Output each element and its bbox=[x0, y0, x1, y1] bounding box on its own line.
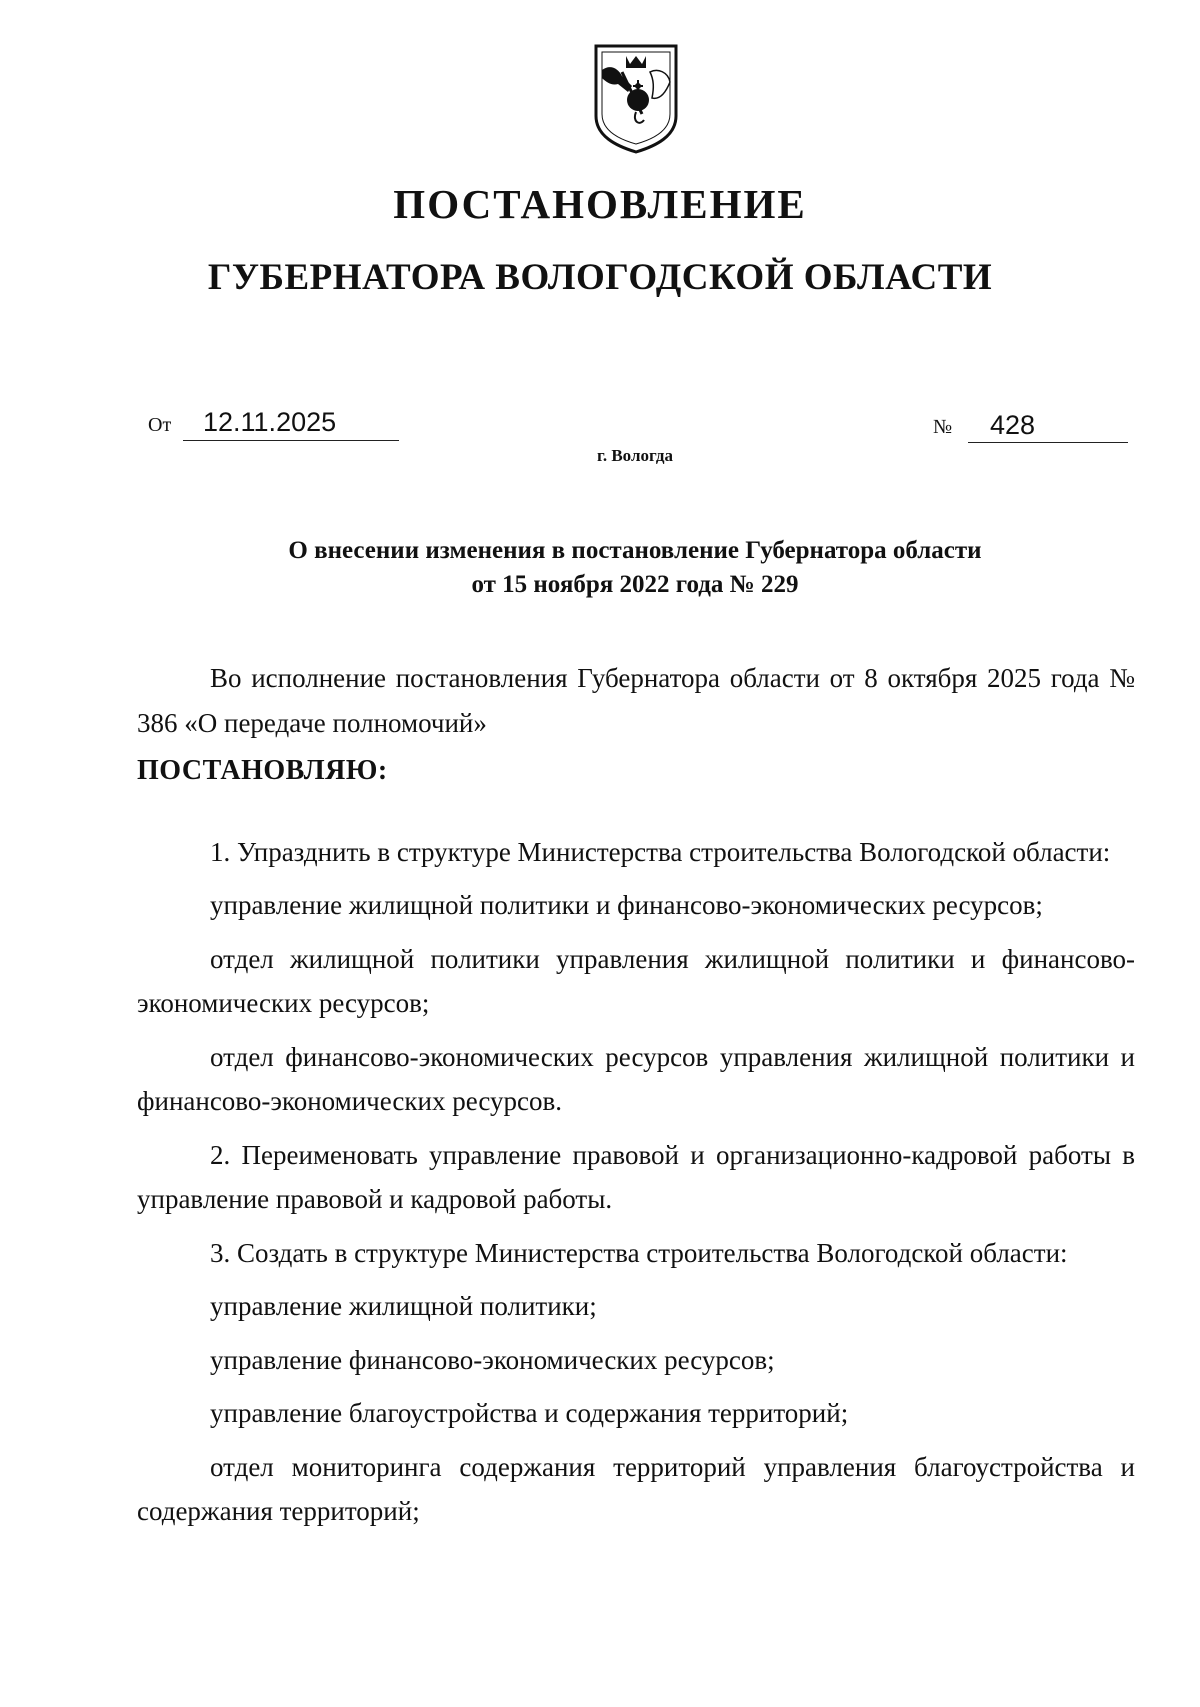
body-paragraph: отдел жилищной политики управления жилищной политики и финансово-экономических ресурсов; bbox=[137, 943, 1135, 1018]
document-body bbox=[137, 656, 1135, 1534]
document-type-title: ПОСТАНОВЛЕНИЕ bbox=[393, 181, 807, 227]
document-subject bbox=[0, 534, 1200, 602]
issuer-title: ГУБЕРНАТОРА ВОЛОГОДСКОЙ ОБЛАСТИ bbox=[207, 257, 993, 298]
city-line: г. Вологда bbox=[597, 446, 673, 465]
number-field bbox=[968, 412, 1128, 443]
number-label: № bbox=[933, 416, 953, 438]
subject-line-2: от 15 ноября 2022 года № 229 bbox=[471, 571, 799, 598]
body-paragraph: управление жилищной политики; bbox=[210, 1291, 597, 1321]
document-number: 428 bbox=[990, 410, 1036, 440]
subject-line-1: О внесении изменения в постановление Губернатора области bbox=[288, 537, 982, 564]
body-paragraph: управление жилищной политики и финансово-экономических ресурсов; bbox=[210, 890, 1043, 920]
date-label: От bbox=[148, 414, 172, 436]
date-field bbox=[183, 408, 399, 441]
body-paragraph: управление финансово-экономических ресурсов; bbox=[210, 1344, 775, 1375]
body-paragraph: отдел финансово-экономических ресурсов управления жилищной политики и финансово-экономических ресурсов. bbox=[137, 1041, 1135, 1116]
coat-of-arms-icon bbox=[592, 42, 680, 156]
preamble-paragraph: Во исполнение постановления Губернатора области от 8 октября 2025 года № 386 «О передаче полномочий» bbox=[137, 663, 1135, 738]
body-paragraph: управление благоустройства и содержания территорий; bbox=[210, 1398, 849, 1428]
body-paragraph: 1. Упразднить в структуре Министерства строительства Вологодской области: bbox=[210, 836, 1111, 867]
body-paragraph: 2. Переименовать управление правовой и организационно-кадровой работы в управление правовой и кадровой работы. bbox=[137, 1139, 1135, 1214]
body-paragraph: отдел мониторинга содержания территорий управления благоустройства и содержания территорий; bbox=[137, 1451, 1135, 1526]
document-date: 12.11.2025 bbox=[203, 407, 337, 437]
decree-word: ПОСТАНОВЛЯЮ: bbox=[137, 755, 388, 786]
body-paragraph: 3. Создать в структуре Министерства строительства Вологодской области: bbox=[210, 1237, 1068, 1268]
